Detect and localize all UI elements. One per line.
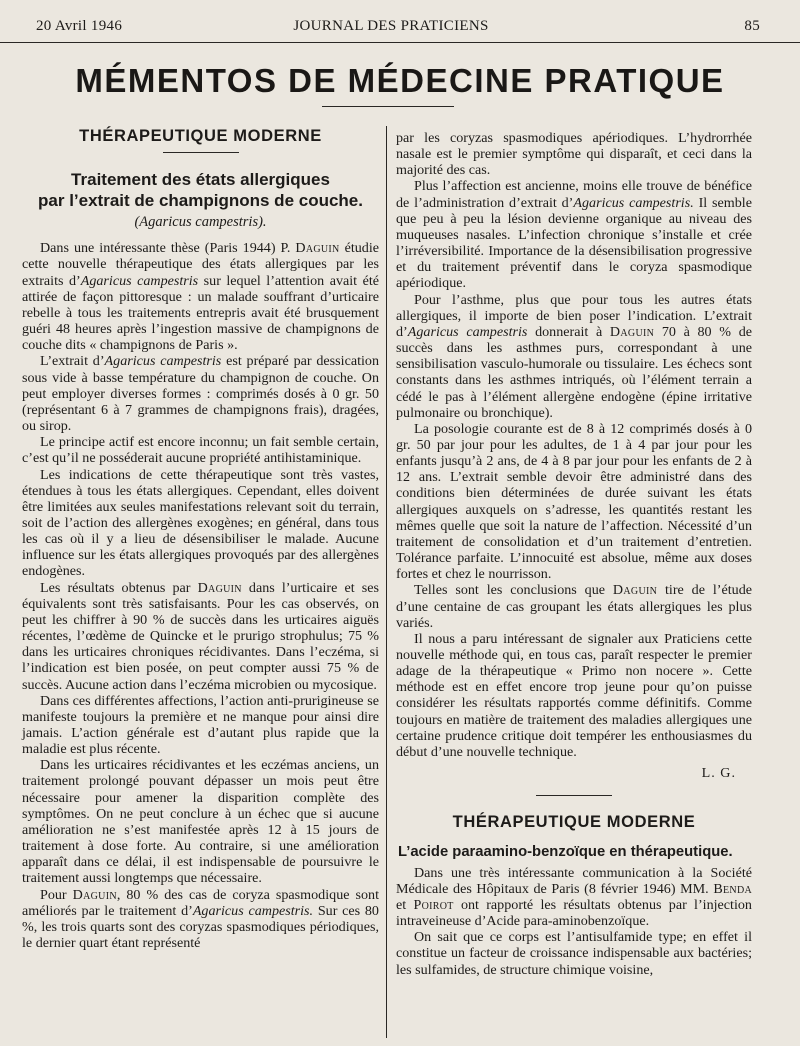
author-name: Daguin (197, 579, 242, 596)
author-name: Daguin (612, 582, 658, 599)
paragraph: Dans les urticaires récidivantes et les eczémas anciens, un traitement prolongé pouvant dépasser un mois peut être nécessaire pour amener la disparition complète des symptômes. On ne peut conclure à un échec que si aucune amélioration ne s’est manifestée après 12 à 15 jours de traitement à dose forte. Au contraire, si une amélioration apparaît dans ce délai, il est indispensable de poursuivre le traitement aussi longtemps que nécessaire. (22, 757, 379, 887)
text: Dans une très intéressante communication à la Société Médicale des Hôpitaux de Paris (8 février 1946) MM. (396, 864, 752, 897)
paragraph (22, 580, 379, 693)
header-rule (0, 42, 800, 43)
species-name: Agaricus campestris (407, 323, 528, 340)
text: Sur ces 80 %, les trois quarts sont des coryzas spasmodiques périodiques, le dernier quart étant représenté (22, 902, 379, 952)
main-title: MÉMENTOS DE MÉDECINE PRATIQUE (75, 62, 725, 99)
author-name: Daguin (609, 323, 655, 340)
article-title (22, 169, 379, 211)
author-name: Daguin (72, 886, 117, 903)
title-rule (322, 106, 454, 107)
issue-date: 20 Avril 1946 (36, 18, 123, 34)
text: est préparé par dessication sous vide à basse température du champignon de couche. On peut employer diverses formes : comprimés dosés à 0 gr. 50 (représentant 6 à 7 grammes de champignons frais), dragées, ou sirop. (22, 353, 380, 435)
author-signature: L. G. (701, 765, 736, 782)
text: et (396, 896, 407, 913)
paragraph (396, 582, 752, 630)
text: tire de l’étude d’une centaine de cas groupant les états allergiques les plus variés. (396, 582, 752, 631)
section-heading: THÉRAPEUTIQUE MODERNE (79, 127, 322, 145)
article-title-line: Traitement des états allergiques (71, 170, 330, 190)
text: , 80 % des cas de coryza spasmodique sont améliorés par le traitement d’ (22, 886, 379, 919)
text: Les résultats obtenus par (40, 579, 191, 596)
paragraph (396, 178, 752, 291)
text: Pour l’asthme, plus que pour tous les autres états allergiques, il importe de bien poser l’indication. L’extrait d’ (396, 291, 752, 340)
paragraph (396, 865, 752, 930)
text: Dans une intéressante thèse (Paris 1944) P. (40, 240, 291, 257)
paragraph: par les coryzas spasmodiques apériodiques. L’hydrorrhée nasale est le premier symptôme qui disparaît, et ceci dans la majorité des cas. (396, 130, 752, 179)
text: ont rapporté les résultats obtenus par l’injection intraveineuse d’Acide para-aminobenzoïque. (396, 896, 752, 930)
right-column (396, 130, 752, 978)
species-name: Agaricus campestris. (192, 902, 314, 919)
article-title: L’acide paraamino-benzoïque en thérapeutique. (398, 844, 733, 861)
paragraph: Les indications de cette thérapeutique sont très vastes, étendues à tous les états allergiques. Cependant, elles doivent être limitées aux seules manifestations relevant soit du terrain, soit de l’action des allergènes exogènes; en général, dans tous les cas où il y a lieu de désensibiliser le malade. Aucune influence sur les états allergiques provoqués par des allergènes endogènes. (22, 466, 379, 580)
text: sur lequel l’attention avait été attirée de façon pittoresque : un malade souffrant d’urticaire rebelle à tous les traitements entrepris avait été brusquement guéri 48 heures après l’ingestion massive de champignons de couche dits « champignons de Paris ». (22, 272, 380, 354)
running-header (22, 14, 760, 36)
species-name: Agaricus campestris (104, 353, 222, 370)
species-name: Agaricus campestris (80, 272, 199, 289)
column-divider (386, 126, 387, 1038)
paragraph (22, 353, 379, 434)
text: dans l’urticaire et ses équivalents sont très satisfaisants. Pour les cas observés, on peut les chiffrer à 90 % de succès dans les urticaires aiguës récentes, l’œdème de Quincke et le prurigo strophulus; 75 % dans les urticaires chroniques récidivantes. Dans l’eczéma, si l’indication est bien posée, on peut compter aussi 75 % de succès. Aucune action dans l’eczéma microbien ou mycosique. (22, 579, 379, 693)
section-rule (536, 795, 612, 796)
paragraph: Le principe actif est encore inconnu; un fait semble certain, c’est qu’il ne posséderait aucune propriété antihistaminique. (22, 434, 379, 467)
section-rule (163, 152, 239, 153)
paragraph: Dans ces différentes affections, l’action anti-prurigineuse se manifeste toujours la première et ne manque pour ainsi dire jamais. L’action générale est d’autant plus rapide que la maladie est plus récente. (22, 692, 379, 758)
text: Il semble que peu à peu la lésion devienne organique au niveau des muqueuses nasales. L’infection chronique s’installe et crée l’irréversibilité. Importance de la désensibilisation progressive et du traitement préventif dans le coryza spasmodique apériodique. (396, 194, 752, 292)
paragraph (396, 292, 752, 421)
journal-name: JOURNAL DES PRATICIENS (293, 18, 489, 34)
paragraph: Il nous a paru intéressant de signaler aux Praticiens cette nouvelle méthode qui, en tous cas, paraît respecter le premier adage de la thérapeutique « Primo non nocere ». Cette méthode est en effet encore trop jeune pour qu’on puisse considérer les résultats rapportés comme définitifs. Comme toujours en matière de traitement des maladies allergiques une certaine prudence critique doit tempérer les enthousiasmes du début d’une nouvelle technique. (396, 630, 752, 760)
page-number: 85 (744, 18, 760, 34)
paragraph: On sait que ce corps est l’antisulfamide type; en effet il constitue un facteur de croissance indispensable aux bactéries; les sulfamides, de structure chimique voisine, (396, 929, 752, 978)
text: Pour (40, 886, 67, 903)
left-column (22, 118, 379, 951)
paragraph: La posologie courante est de 8 à 12 comprimés dosés à 0 gr. 50 par jour pour les adultes, de 1 à 4 par jour pour les enfants jusqu’à 2 ans, de 4 à 8 par jour pour les enfants de 2 à 12 ans. L’extrait semble devoir être administré dans des conditions bien déterminées de durée suivant les états allergiques auxquels on s’adresse, les quantités restant les mêmes quelle que soit la nature de l’affection. Nécessité d’un traitement de consolidation et d’un traitement d’entretien. Tolérance parfaite. L’innocuité est absolue, même aux doses fortes et chez le nourrisson. (396, 420, 752, 583)
text: 70 à 80 % de succès dans les asthmes purs, correspondant à une sensibilisation vasculo-humorale ou tissulaire. Les échecs sont constants dans les asthmes intriqués, où l’élément terrain a cédé le pas à l’élément allergène endogène (épine irritative pulmonaire ou bronchique). (396, 323, 752, 421)
article-title-line: par l’extrait de champignons de couche. (38, 191, 363, 211)
text: Telles sont les conclusions que (414, 582, 606, 599)
section-heading: THÉRAPEUTIQUE MODERNE (452, 813, 696, 832)
paragraph (22, 240, 379, 353)
text: donnerait à (535, 323, 603, 340)
article-subtitle: (Agaricus campestris). (134, 214, 267, 231)
text: étudie cette nouvelle thérapeutique des états allergiques par les extraits d’ (22, 240, 379, 289)
author-name: Poirot (413, 896, 454, 913)
author-name: Daguin (295, 240, 340, 257)
text: L’extrait d’ (40, 353, 105, 370)
author-name: Benda (713, 880, 752, 897)
text: Plus l’affection est ancienne, moins elle trouve de bénéfice de l’administration d’extrait d’ (396, 178, 752, 211)
paragraph (22, 887, 379, 952)
species-name: Agaricus campestris. (573, 194, 694, 211)
